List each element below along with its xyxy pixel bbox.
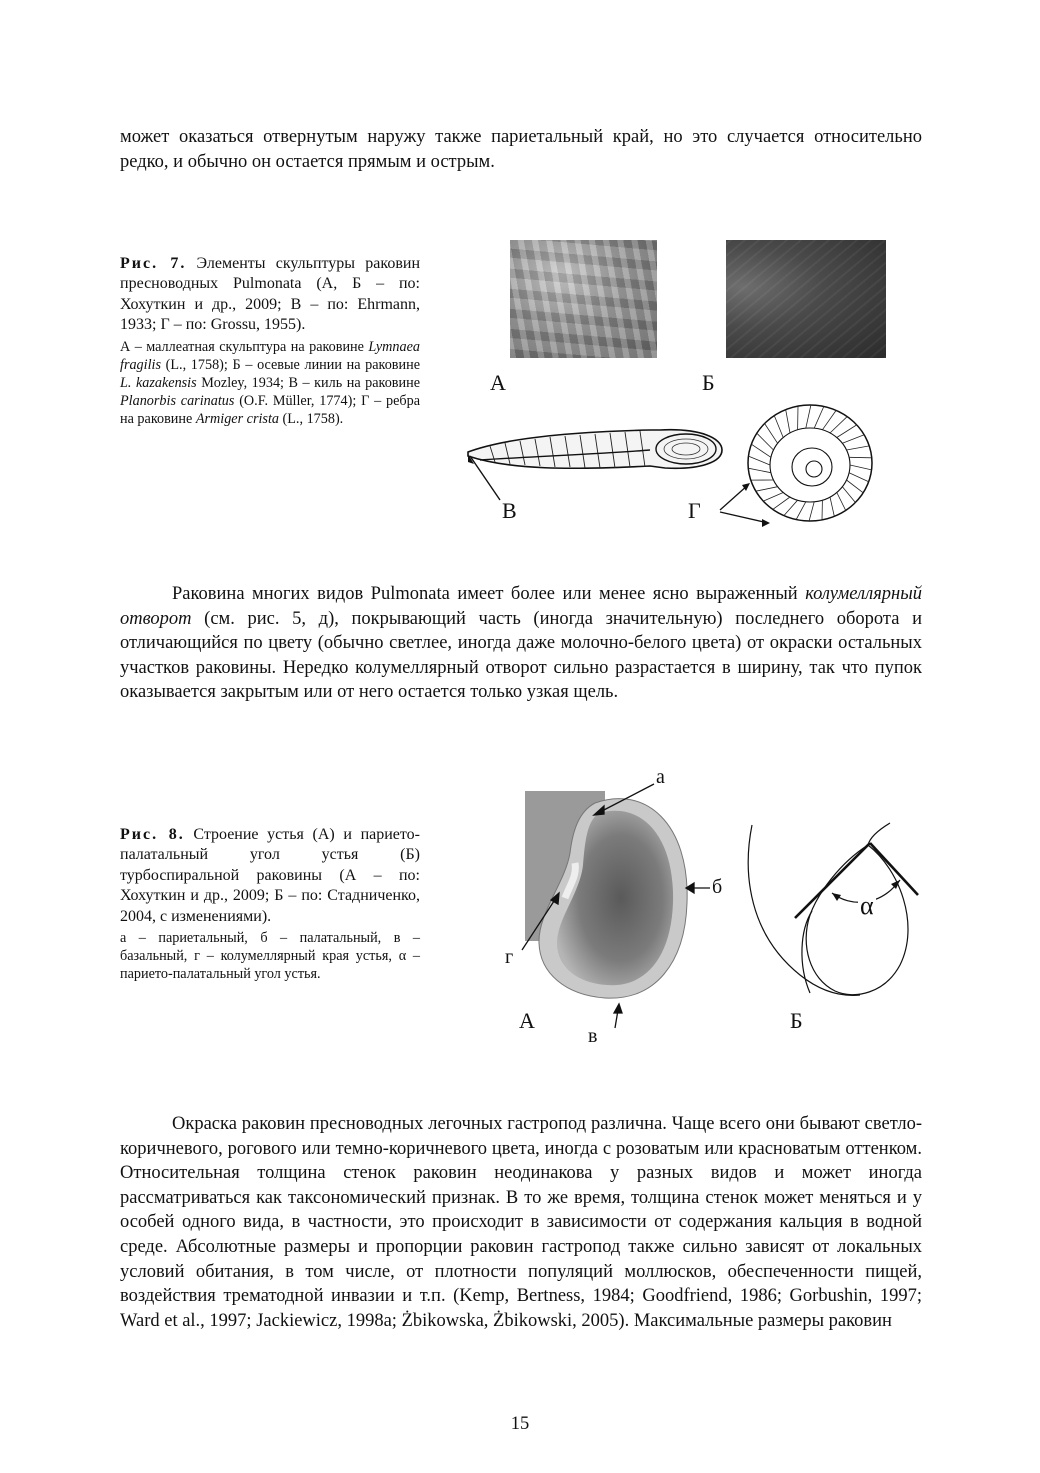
figure-7-label-b: Б <box>702 370 715 395</box>
figure-7-title: Элементы скульптуры раковин пресноводных Pulmonata (А, Б – по: Хохуткин и др., 2009; В – по: Ehrmann, 1933; Г – по: Grossu, 1955). <box>120 255 420 334</box>
page-number: 15 <box>510 1414 530 1434</box>
figure-8-caption-title <box>120 825 420 927</box>
species-name: Lymnaea fragilis <box>120 338 420 373</box>
figure-8-label-a: а <box>656 766 665 788</box>
figure-8-title: Строение устья (А) и парието-палатальный угол устья (Б) турбоспиральной раковины (А – по: Хохуткин и др., 2009; Б – по: Стадниченко, 2004, с изменениями). <box>120 826 421 925</box>
legend-text: (L., 1758). <box>278 411 344 428</box>
legend-text: Б – осевые линии на раковине <box>227 356 420 373</box>
species-name: Armiger crista <box>195 411 279 428</box>
species-name: Planorbis carinatus <box>120 393 235 410</box>
figure-7-caption-title <box>120 254 420 336</box>
figure-7-label-v: В <box>502 498 517 523</box>
paragraph-3-text: Окраска раковин пресноводных легочных гастропод различна. Чаще всего они бывают светло-коричневого, рогового или темно-коричневого цвета, иногда с розоватым или красноватым оттенком. Относительная толщина стенок раковин неодинакова у разных видов и может иногда рассматриваться как таксономический признак. В то же время, толщина стенок может меняться и у особей одного вида, в частности, это происходит в зависимости от содержания кальция в водной среде. Абсолютные размеры и пропорции раковин гастропод также сильно зависят от локальных условий обитания, в том числе, от плотности популяций моллюсков, обеспеченности пищей, воздействия трематодной инвазии и т.п. (Kemp, Bertness, 1984; Goodfriend, 1986; Gorbushin, 1997; Ward et al., 1997; Jackiewicz, 1998a; Żbikowska, Żbikowski, 2005). Максимальные размеры раковин <box>120 1114 922 1331</box>
figure-8-label-b: б <box>712 876 723 898</box>
paragraph-2-term: колумеллярный отворот <box>120 584 922 629</box>
figure-8-arrows <box>500 770 723 1040</box>
species-name: L. kazakensis <box>120 375 197 392</box>
legend-text: (O.F. Müller, 1774); Г – ребра на раковине <box>120 393 420 428</box>
paragraph-2 <box>120 582 922 705</box>
figure-7-label: Рис. 7. <box>120 255 187 272</box>
figure-8-legend: а – париетальный, б – палатальный, в – базальный, г – колумеллярный края устья, α – парието-палатальный угол устья. <box>120 930 420 983</box>
figure-7-photo-b <box>726 240 886 358</box>
figure-7-photo-a <box>510 240 657 358</box>
figure-7-legend <box>120 338 420 429</box>
paragraph-1-text: может оказаться отвернутым наружу также париетальный край, но это случается относительно редко, и обычно он остается прямым и острым. <box>120 127 922 172</box>
figure-8-label-B: Б <box>790 1008 803 1033</box>
figure-7-label-a: А <box>490 370 506 395</box>
legend-text: Mozley, 1934; В – киль на раковине <box>196 375 420 392</box>
figure-8-label-v: в <box>588 1025 598 1047</box>
paragraph-2-text-rest: (см. рис. 5, д), покрывающий часть (иногда значительную) последнего оборота и отличающийся по цвету (обычно светлее, иногда даже молочно-белого цвета) от окраски остальных участков раковины. Нередко колумеллярный отворот сильно разрастается в ширину, так что пупок оказывается закрытым или от него остается только узкая щель. <box>120 608 922 703</box>
paragraph-3 <box>120 1112 922 1333</box>
figure-8-label: Рис. 8. <box>120 826 185 843</box>
figure-8-label-alpha: α <box>860 891 874 920</box>
figure-8-angle-diagram <box>740 815 930 1005</box>
paragraph-1 <box>120 125 922 174</box>
figure-7-caption <box>120 254 420 429</box>
figure-7-ribbed-shell-drawing <box>700 385 920 535</box>
figure-8-label-A: А <box>519 1008 535 1033</box>
figure-8-caption <box>120 825 420 984</box>
paragraph-2-text: Раковина многих видов Pulmonata имеет более или менее ясно выраженный <box>172 584 806 604</box>
figure-8-label-g: г <box>505 946 514 968</box>
figure-7-label-g: Г <box>688 498 701 523</box>
legend-text: (L., 1758); <box>161 356 228 373</box>
figure-7-keel-drawing <box>460 410 730 523</box>
legend-text: А – маллеатная скульптура на раковине <box>120 338 369 355</box>
